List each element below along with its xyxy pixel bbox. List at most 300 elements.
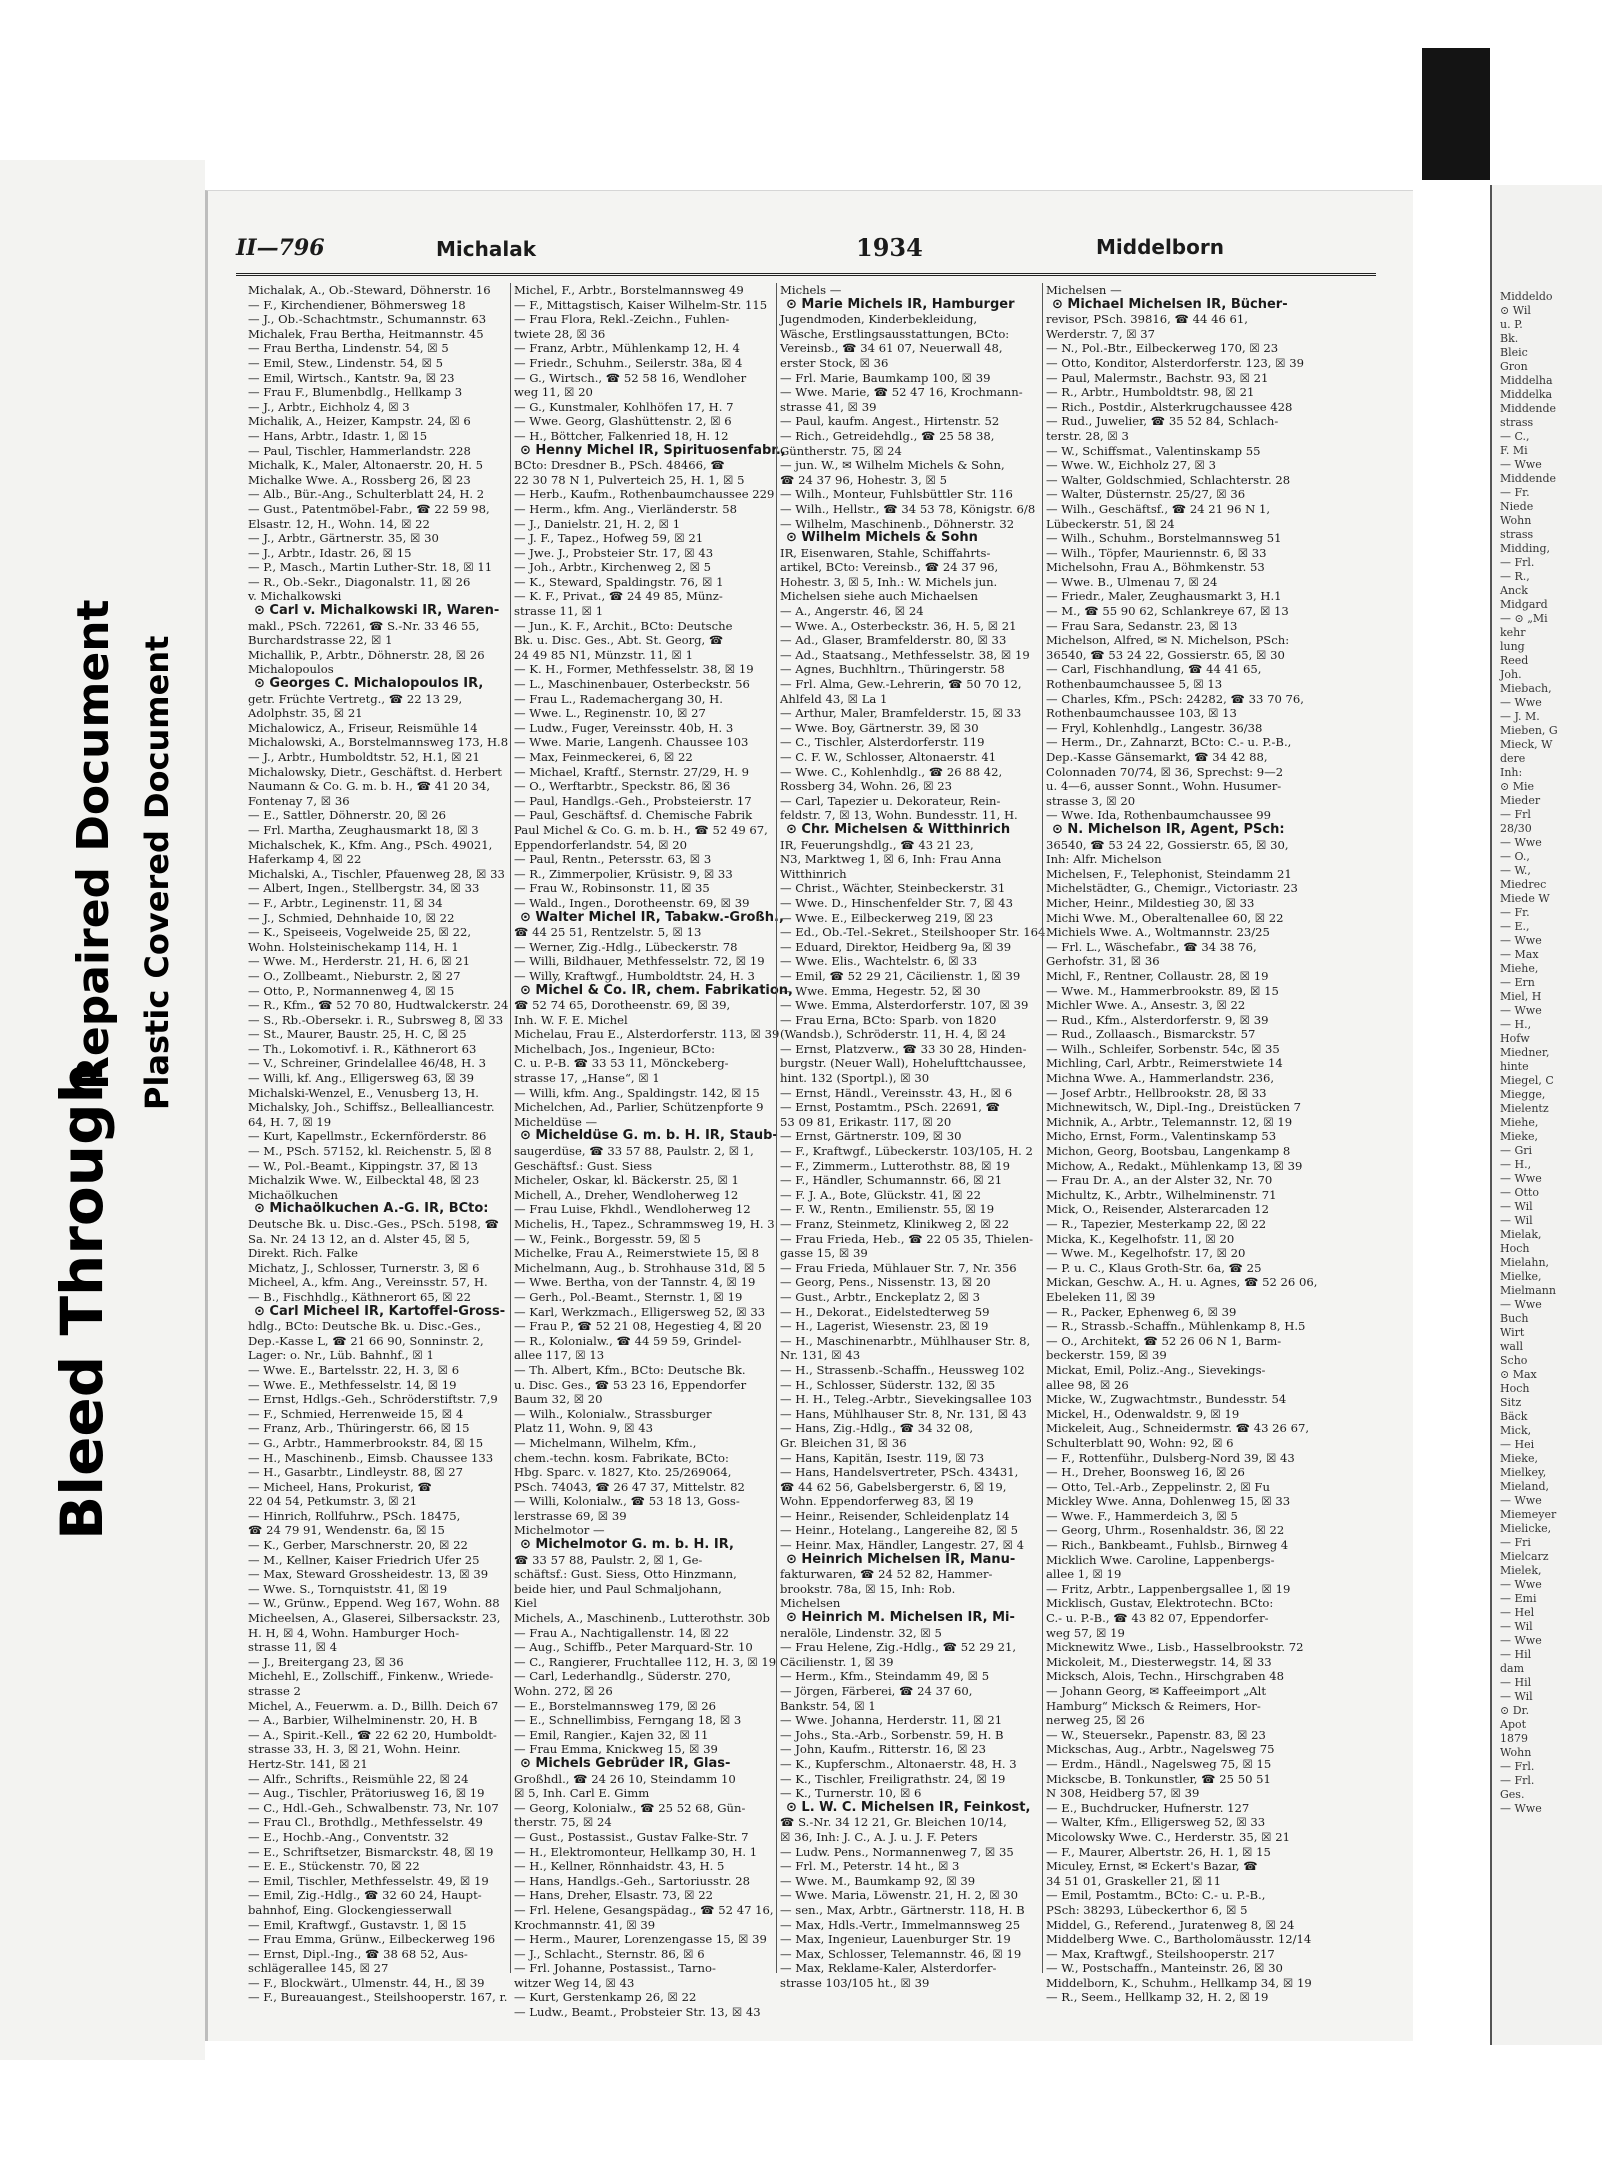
directory-entry: saugerdüse, ☎ 33 57 88, Paulstr. 2, ☒ 1,: [514, 1144, 754, 1159]
directory-entry: Michi Wwe. M., Oberaltenallee 60, ☒ 22: [1046, 910, 1284, 925]
firm-entry: ⊙ Michelmotor G. m. b. H. IR,: [520, 1537, 734, 1553]
fragment-line: Hofw: [1500, 1032, 1530, 1045]
directory-entry: — Frau Dr. A., an der Alster 32, Nr. 70: [1046, 1173, 1273, 1188]
directory-entry: — Franz, Arbtr., Mühlenkamp 12, H. 4: [514, 341, 740, 356]
directory-entry: getr. Früchte Vertretg., ☎ 22 13 29,: [248, 691, 463, 706]
adjacent-page-fragment: [1490, 185, 1602, 2045]
directory-entry: Micklisch, Gustav, Elektrotechn. BCto:: [1046, 1596, 1274, 1611]
column-1: [248, 283, 509, 2005]
fragment-line: — C.,: [1500, 430, 1530, 443]
directory-entry: Micheelsen, A., Glaserei, Silbersackstr. 23,: [248, 1611, 501, 1626]
directory-entry: — F., Rottenführ., Dulsberg-Nord 39, ☒ 43: [1046, 1450, 1295, 1465]
directory-entry: ☎ 24 79 91, Wendenstr. 6a, ☒ 15: [248, 1523, 445, 1538]
directory-entry: Michehl, E., Zollschiff., Finkenw., Wriede-: [248, 1669, 494, 1684]
directory-entry: Mickschas, Aug., Arbtr., Nagelsweg 75: [1046, 1742, 1275, 1757]
directory-entry: Werderstr. 7, ☒ 37: [1046, 326, 1156, 341]
fragment-line: strass: [1500, 528, 1534, 541]
fragment-line: Mieck, W: [1500, 738, 1553, 751]
directory-entry: — Max, Steward Grossheidestr. 13, ☒ 39: [248, 1567, 489, 1582]
fragment-line: — Frl: [1500, 808, 1531, 821]
directory-entry: — Franz, Steinmetz, Klinikweg 2, ☒ 22: [780, 1217, 1010, 1231]
directory-entry: — H., Maschinenb., Eimsb. Chaussee 133: [248, 1450, 494, 1465]
directory-entry: therstr. 75, ☒ 24: [514, 1815, 612, 1830]
fragment-line: Miede W: [1500, 892, 1550, 905]
fragment-line: Midding,: [1500, 542, 1551, 555]
fragment-line: Gron: [1500, 360, 1528, 373]
directory-entry: — B., Fischhdlg., Käthnerort 65, ☒ 22: [248, 1289, 471, 1304]
directory-entry: IR, Eisenwaren, Stahle, Schiffahrts-: [780, 545, 991, 560]
directory-entry: Michultz, K., Arbtr., Wilhelminenstr. 71: [1046, 1187, 1277, 1202]
directory-entry: — K. F., Privat., ☎ 24 49 85, Münz-: [514, 589, 723, 604]
directory-entry: — Frau L., Rademachergang 30, H.: [514, 691, 723, 706]
directory-entry: — Th., Lokomotivf. i. R., Käthnerort 63: [248, 1041, 477, 1056]
directory-entry: Michelau, Frau E., Alsterdorferstr. 113, ☒ 39: [514, 1027, 780, 1042]
directory-entry: Cäcilienstr. 1, ☒ 39: [780, 1654, 894, 1669]
directory-entry: — G., Kunstmaler, Kohlhöfen 17, H. 7: [514, 399, 734, 414]
fragment-line: Miehe,: [1500, 962, 1539, 975]
directory-entry: — J., Danielstr. 21, H. 2, ☒ 1: [514, 516, 681, 531]
fragment-line: Joh.: [1500, 668, 1522, 681]
directory-entry: — Wilh., Geschäftsf., ☎ 24 21 96 N 1,: [1046, 501, 1271, 516]
fragment-line: Midgard: [1500, 598, 1548, 611]
directory-entry: — Wilh., Töpfer, Mauriennstr. 6, ☒ 33: [1046, 545, 1267, 560]
directory-entry: Michon, Georg, Bootsbau, Langenkamp 8: [1046, 1144, 1291, 1159]
firm-entry: ⊙ N. Michelson IR, Agent, PSch:: [1052, 821, 1285, 837]
directory-entry: — Rud., Juwelier, ☎ 35 52 84, Schlach-: [1046, 414, 1279, 429]
fragment-line: Apot: [1500, 1718, 1527, 1731]
directory-entry: — Michael, Kraftf., Sternstr. 27/29, H. 9: [514, 764, 750, 779]
directory-entry: allee 98, ☒ 26: [1046, 1377, 1129, 1392]
directory-entry: PSch. 74043, ☎ 26 47 37, Mittelstr. 82: [514, 1479, 745, 1494]
directory-entry: — Alfr., Schrifts., Reismühle 22, ☒ 24: [248, 1771, 469, 1786]
directory-entry: Michelsen, F., Telephonist, Steindamm 21: [1046, 866, 1292, 881]
fragment-line: Mielcarz: [1500, 1550, 1549, 1563]
directory-entry: strasse 11, ☒ 4: [248, 1640, 338, 1655]
directory-entry: Michalik, A., Heizer, Kampstr. 24, ☒ 6: [248, 414, 471, 429]
directory-entry: — P., Masch., Martin Luther-Str. 18, ☒ 11: [248, 560, 493, 575]
directory-entry: — Wwe. Marie, Langenh. Chaussee 103: [514, 735, 749, 750]
directory-entry: — Paul, Malermstr., Bachstr. 93, ☒ 21: [1046, 370, 1269, 385]
fragment-line: — Wwe: [1500, 1802, 1542, 1815]
fragment-line: Bleic: [1500, 346, 1528, 359]
fragment-line: — Wwe: [1500, 1494, 1542, 1507]
directory-entry: Michalsky, Joh., Schiffsz., Bellealliancestr.: [248, 1100, 495, 1115]
fragment-line: Bk.: [1500, 332, 1519, 345]
directory-entry: — sen., Max, Arbtr., Gärtnerstr. 118, H. B: [780, 1902, 1025, 1917]
fragment-line: — H.,: [1500, 1158, 1532, 1171]
directory-entry: — Otto, Konditor, Alsterdorferstr. 123, ☒ 39: [1046, 355, 1304, 370]
fragment-line: — Wwe: [1500, 1172, 1542, 1185]
directory-entry: — jun. W., ✉ Wilhelm Michels & Sohn,: [780, 458, 1005, 473]
directory-entry: — Rud., Zollaasch., Bismarckstr. 57: [1046, 1027, 1256, 1042]
directory-entry: Mickley Wwe. Anna, Dohlenweg 15, ☒ 33: [1046, 1494, 1291, 1509]
directory-entry: 22 30 78 N 1, Pulverteich 25, H. 1, ☒ 5: [514, 472, 745, 487]
fragment-line: Inh:: [1500, 766, 1523, 779]
directory-entry: Wohn. 272, ☒ 26: [514, 1684, 613, 1698]
directory-entry: — Wwe. E., Eilbeckerweg 219, ☒ 23: [780, 910, 994, 925]
directory-entry: bahnhof, Eing. Glockengiesserwall: [248, 1902, 452, 1917]
directory-entry: — Alb., Bür.-Ang., Schulterblatt 24, H. 2: [248, 487, 485, 502]
directory-entry: 36540, ☎ 53 24 22, Gossierstr. 65, ☒ 30,: [1046, 837, 1289, 852]
directory-entry: brookstr. 78a, ☒ 15, Inh: Rob.: [780, 1581, 956, 1596]
directory-entry: — W., Steuersekr., Papenstr. 83, ☒ 23: [1046, 1727, 1266, 1742]
directory-entry: — Frau P., ☎ 52 21 08, Hegestieg 4, ☒ 20: [514, 1319, 762, 1334]
directory-entry: — Wwe. Maria, Löwenstr. 21, H. 2, ☒ 30: [780, 1888, 1019, 1903]
directory-entry: Witthinrich: [780, 866, 847, 881]
directory-entry: — Wwe. Ida, Rothenbaumchaussee 99: [1046, 808, 1271, 823]
directory-entry: Rothenbaumchaussee 5, ☒ 13: [1046, 677, 1223, 692]
directory-entry: — V., Schreiner, Grindelallee 46/48, H. 3: [248, 1056, 487, 1071]
directory-entry: — Johs., Sta.-Arb., Sorbenstr. 59, H. B: [780, 1727, 1004, 1742]
fragment-line: — Wwe: [1500, 458, 1542, 471]
directory-entry: Michaölkuchen: [248, 1187, 338, 1202]
directory-entry: Michalschek, K., Kfm. Ang., PSch. 49021,: [248, 837, 493, 852]
fragment-line: — Max: [1500, 948, 1539, 961]
directory-entry: — Werner, Zig.-Hdlg., Lübeckerstr. 78: [514, 939, 738, 954]
directory-entry: — Willi, kf. Ang., Elligersweg 63, ☒ 39: [248, 1071, 474, 1086]
directory-entry: Michalk, K., Maler, Altonaerstr. 20, H. 5: [248, 458, 483, 473]
directory-entry: strasse 3, ☒ 20: [1046, 793, 1136, 808]
directory-entry: Michl, F., Rentner, Collaustr. 28, ☒ 19: [1046, 968, 1269, 983]
fragment-line: — Gri: [1500, 1144, 1533, 1157]
directory-entry: — E., Borstelmannsweg 179, ☒ 26: [514, 1698, 717, 1713]
fragment-line: Mieke,: [1500, 1130, 1538, 1143]
directory-entry: — Carl, Lederhandlg., Süderstr. 270,: [514, 1669, 731, 1684]
bleed-through-label: Bleed Through: [48, 1062, 116, 1540]
directory-entry: ☎ 44 62 56, Gabelsbergerstr. 6, ☒ 19,: [780, 1479, 1007, 1494]
directory-entry: Rothenbaumchaussee 103, ☒ 13: [1046, 706, 1237, 721]
fragment-line: Miel, H: [1500, 990, 1542, 1003]
directory-entry: revisor, PSch. 39816, ☎ 44 46 61,: [1046, 312, 1248, 327]
fragment-line: — Wwe: [1500, 934, 1542, 947]
directory-entry: Michels —: [780, 283, 842, 297]
directory-entry: Michelsen: [780, 1596, 841, 1611]
directory-entry: — Gust., Postassist., Gustav Falke-Str. 7: [514, 1829, 749, 1844]
directory-entry: Ebeleken 11, ☒ 39: [1046, 1289, 1156, 1304]
directory-entry: Michiels Wwe. A., Woltmannstr. 23/25: [1046, 925, 1270, 940]
directory-entry: — R., Packer, Ephenweg 6, ☒ 39: [1046, 1304, 1237, 1319]
directory-entry: — M., Kellner, Kaiser Friedrich Ufer 25: [248, 1552, 480, 1567]
directory-entry: — Kurt, Gerstenkamp 26, ☒ 22: [514, 1990, 697, 2005]
directory-entry: — Frau Erna, BCto: Sparb. von 1820: [780, 1012, 997, 1027]
directory-entry: — Wilh., Monteur, Fuhlsbüttler Str. 116: [780, 487, 1013, 502]
directory-entry: 24 49 85 N1, Münzstr. 11, ☒ 1: [514, 647, 693, 662]
directory-entry: Middelberg Wwe. C., Bartholomäusstr. 12/14: [1046, 1932, 1312, 1947]
directory-entry: Michalski-Wenzel, E., Venusberg 13, H.: [248, 1085, 479, 1100]
fragment-line: ⊙ Max: [1500, 1368, 1537, 1381]
fragment-line: — Wil: [1500, 1620, 1533, 1633]
directory-entry: — R., Arbtr., Humboldtstr. 98, ☒ 21: [1046, 385, 1255, 400]
fragment-line: — Wwe: [1500, 1298, 1542, 1311]
fragment-line: Mieder: [1500, 794, 1541, 807]
directory-entry: — Hans, Handelsvertreter, PSch. 43431,: [780, 1465, 1019, 1480]
directory-entry: — Max, Kraftwgf., Steilshooperstr. 217: [1046, 1946, 1275, 1961]
directory-entry: — Wwe. W., Eichholz 27, ☒ 3: [1046, 458, 1216, 473]
directory-entry: Eppendorferlandstr. 54, ☒ 20: [514, 837, 687, 852]
directory-entry: — M., ☎ 55 90 62, Schlankreye 67, ☒ 13: [1046, 604, 1289, 619]
fragment-line: Middelha: [1500, 374, 1553, 387]
directory-entry: erster Stock, ☒ 36: [780, 355, 889, 370]
directory-entry: nerweg 25, ☒ 26: [1046, 1713, 1145, 1728]
directory-entry: — W., Schiffsmat., Valentinskamp 55: [1046, 443, 1261, 458]
fragment-line: — Otto: [1500, 1186, 1539, 1199]
directory-entry: — Jun., K. F., Archit., BCto: Deutsche: [514, 618, 733, 633]
directory-entry: weg 11, ☒ 20: [514, 385, 593, 400]
directory-entry: — Wwe. M., Hammerbrookstr. 89, ☒ 15: [1046, 983, 1279, 998]
firm-entry: ⊙ Heinrich Michelsen IR, Manu-: [786, 1551, 1016, 1567]
directory-entry: — Michelmann, Wilhelm, Kfm.,: [514, 1435, 697, 1450]
directory-entry: strasse 41, ☒ 39: [780, 399, 877, 414]
directory-entry: gasse 15, ☒ 39: [780, 1246, 868, 1261]
directory-entry: Michelsen siehe auch Michaelsen: [780, 589, 978, 604]
directory-entry: — L., Maschinenbauer, Osterbeckstr. 56: [514, 677, 750, 692]
fragment-line: dere: [1500, 752, 1526, 765]
directory-entry: — Frl. M., Peterstr. 14 ht., ☒ 3: [780, 1859, 960, 1874]
directory-entry: Michelbach, Jos., Ingenieur, BCto:: [514, 1041, 716, 1056]
fragment-line: — Hil: [1500, 1676, 1532, 1689]
directory-entry: — O., Werftarbtr., Speckstr. 86, ☒ 36: [514, 779, 731, 794]
directory-entry: — Erdm., Händl., Nagelsweg 75, ☒ 15: [1046, 1756, 1272, 1771]
page-number: II—796: [236, 235, 325, 261]
directory-entry: Michelchen, Ad., Parlier, Schützenpforte 9: [514, 1100, 764, 1115]
fragment-line: Miedner,: [1500, 1046, 1550, 1059]
directory-entry: — Th. Albert, Kfm., BCto: Deutsche Bk.: [514, 1362, 746, 1377]
directory-entry: — Ernst, Hdlgs.-Geh., Schröderstiftstr. 7,9: [248, 1392, 498, 1407]
directory-entry: — C., Tischler, Alsterdorferstr. 119: [780, 735, 985, 750]
directory-entry: — E., Buchdrucker, Hufnerstr. 127: [1046, 1800, 1250, 1815]
fragment-line: Mielahn,: [1500, 1256, 1550, 1269]
directory-entry: (Wandsb.), Schröderstr. 11, H. 4, ☒ 24: [780, 1027, 1006, 1042]
adjacent-page-column: [1500, 290, 1600, 2030]
directory-entry: — E., Schriftsetzer, Bismarckstr. 48, ☒ 19: [248, 1844, 494, 1859]
firm-entry: ⊙ Carl v. Michalkowski IR, Waren-: [254, 603, 500, 619]
directory-entry: Deutsche Bk. u. Disc.-Ges., PSch. 5198, ☎: [248, 1217, 500, 1231]
directory-entry: — R., Kfm., ☎ 52 70 80, Hudtwalckerstr. 24: [248, 998, 509, 1013]
directory-entry: — Wwe. F., Hammerdeich 3, ☒ 5: [1046, 1508, 1238, 1523]
directory-entry: lerstrasse 69, ☒ 39: [514, 1508, 627, 1523]
fragment-line: — J. M.: [1500, 710, 1540, 723]
directory-entry: Vereinsb., ☎ 34 61 07, Neuerwall 48,: [780, 341, 1003, 356]
fragment-line: Mieben, G: [1500, 724, 1558, 737]
firm-entry: ⊙ Henny Michel IR, Spirituosenfabr.,: [520, 442, 786, 458]
header-left-keyword: Michalak: [436, 237, 536, 261]
column-divider: [776, 283, 777, 1973]
directory-entry: — Wwe. Georg, Glashüttenstr. 2, ☒ 6: [514, 414, 732, 429]
directory-entry: — Willi, Bildhauer, Methfesselstr. 72, ☒ 19: [514, 954, 765, 969]
directory-entry: — Frau Bertha, Lindenstr. 54, ☒ 5: [248, 341, 449, 356]
directory-entry: Güntherstr. 75, ☒ 24: [780, 443, 902, 458]
directory-entry: — Friedr., Maler, Zeughausmarkt 3, H.1: [1046, 589, 1282, 604]
fragment-line: Mieke,: [1500, 1452, 1538, 1465]
directory-entry: — F., Kirchendiener, Böhmersweg 18: [248, 297, 466, 312]
directory-entry: Michels, A., Maschinenb., Lutterothstr. 30b: [514, 1611, 770, 1626]
directory-entry: beide hier, und Paul Schmaljohann,: [514, 1581, 722, 1596]
directory-entry: — Charles, Kfm., PSch: 24282, ☎ 33 70 76,: [1046, 691, 1304, 706]
directory-entry: — Heinr., Reisender, Schleidenplatz 14: [780, 1508, 1010, 1523]
directory-entry: — Willi, Kolonialw., ☎ 53 18 13, Goss-: [514, 1494, 740, 1509]
directory-entry: strasse 11, ☒ 1: [514, 604, 604, 619]
directory-entry: u. 4—6, ausser Sonnt., Wohn. Husumer-: [1046, 779, 1282, 794]
directory-entry: — Wwe. E., Bartelsstr. 22, H. 3, ☒ 6: [248, 1362, 460, 1377]
directory-entry: Gr. Bleichen 31, ☒ 36: [780, 1435, 907, 1450]
fragment-line: Reed: [1500, 654, 1529, 667]
directory-entry: — Max, Reklame-Kaler, Alsterdorfer-: [780, 1961, 997, 1976]
directory-entry: chem.-techn. kosm. Fabrikate, BCto:: [514, 1450, 729, 1465]
directory-entry: — J., Arbtr., Eichholz 4, ☒ 3: [248, 399, 410, 414]
directory-entry: artikel, BCto: Vereinsb., ☎ 24 37 96,: [780, 560, 999, 575]
directory-entry: — Wwe. E., Methfesselstr. 14, ☒ 19: [248, 1377, 457, 1392]
directory-entry: — Josef Arbtr., Hellbrookstr. 28, ☒ 33: [1046, 1085, 1267, 1100]
fragment-line: — Frl.: [1500, 556, 1535, 569]
directory-entry: — J., Schmied, Dehnhaide 10, ☒ 22: [248, 910, 455, 925]
directory-page: [205, 190, 1413, 2041]
directory-entry: — Frau Cl., Brothdlg., Methfesselstr. 49: [248, 1815, 483, 1830]
directory-entry: Mickscbe, B. Tonkunstler, ☎ 25 50 51: [1046, 1771, 1271, 1786]
fragment-line: Miegge,: [1500, 1088, 1546, 1101]
fragment-line: — Frl.: [1500, 1760, 1535, 1773]
directory-entry: u. Disc. Ges., ☎ 53 23 16, Eppendorfer: [514, 1377, 747, 1392]
directory-entry: witzer Weg 14, ☒ 43: [514, 1975, 635, 1990]
directory-entry: Sa. Nr. 24 13 12, an d. Alster 45, ☒ 5,: [248, 1231, 470, 1246]
directory-entry: neralöle, Lindenstr. 32, ☒ 5: [780, 1625, 942, 1640]
directory-entry: — Wwe. M., Herderstr. 21, H. 6, ☒ 21: [248, 954, 471, 969]
directory-entry: — Fryl, Kohlenhdlg., Langestr. 36/38: [1046, 720, 1263, 735]
directory-entry: — Hans, Kapitän, Isestr. 119, ☒ 73: [780, 1450, 985, 1465]
firm-entry: ⊙ Walter Michel IR, Tabakw.-Großh.,: [520, 909, 784, 925]
directory-entry: — Wwe. Emma, Hegestr. 52, ☒ 30: [780, 983, 981, 998]
directory-entry: — K., Steward, Spaldingstr. 76, ☒ 1: [514, 574, 724, 589]
fragment-line: — Wil: [1500, 1214, 1533, 1227]
firm-entry: ⊙ L. W. C. Michelsen IR, Feinkost,: [786, 1799, 1031, 1815]
directory-entry: — R., Ob.-Sekr., Diagonalstr. 11, ☒ 26: [248, 574, 471, 589]
fragment-line: lung: [1500, 640, 1525, 653]
directory-entry: Michel, A., Feuerwm. a. D., Billh. Deich 67: [248, 1698, 499, 1713]
directory-entry: Michalowsky, Dietr., Geschäftst. d. Herbert: [248, 764, 502, 779]
fragment-line: Miemeyer: [1500, 1508, 1557, 1521]
fragment-line: Middeldo: [1500, 290, 1553, 303]
directory-entry: Krochmannstr. 41, ☒ 39: [514, 1917, 656, 1932]
directory-entry: — Aug., Tischler, Prätoriusweg 16, ☒ 19: [248, 1786, 485, 1801]
directory-entry: — Wwe. D., Hinschenfelder Str. 7, ☒ 43: [780, 895, 1014, 910]
directory-entry: Dep.-Kasse Gänsemarkt, ☎ 34 42 88,: [1046, 750, 1268, 764]
directory-entry: Lübeckerstr. 51, ☒ 24: [1046, 516, 1175, 531]
directory-entry: — Wilh., Schuhm., Borstelmannsweg 51: [1046, 531, 1282, 546]
directory-entry: Hamburg“ Micksch & Reimers, Hor-: [1046, 1698, 1261, 1713]
directory-entry: — E., Hochb.-Ang., Conventstr. 32: [248, 1829, 450, 1844]
directory-entry: ☎ 24 37 96, Hohestr. 3, ☒ 5: [780, 472, 947, 487]
column-3: [780, 283, 1046, 1990]
column-4: [1046, 283, 1318, 2005]
directory-entry: — J., Arbtr., Humboldtstr. 52, H.1, ☒ 21: [248, 750, 480, 764]
directory-entry: — Georg, Pens., Nissenstr. 13, ☒ 20: [780, 1275, 991, 1290]
directory-entry: — Frau Frieda, Heb., ☎ 22 05 35, Thielen-: [780, 1231, 1034, 1246]
directory-entry: — Emil, Stew., Lindenstr. 54, ☒ 5: [248, 355, 444, 370]
directory-entry: — Willy, Kraftwgf., Humboldtstr. 24, H. 3: [514, 968, 755, 983]
fragment-line: Middelka: [1500, 388, 1553, 401]
directory-entry: — Frau F., Blumenbdlg., Hellkamp 3: [248, 385, 463, 400]
fragment-line: 1879: [1500, 1732, 1528, 1745]
directory-entry: Micher, Heinr., Mildestieg 30, ☒ 33: [1046, 895, 1255, 910]
directory-entry: — Walter, Kfm., Elligersweg 52, ☒ 33: [1046, 1815, 1266, 1830]
directory-entry: Elsastr. 12, H., Wohn. 14, ☒ 22: [248, 516, 430, 531]
firm-entry: ⊙ Michels Gebrüder IR, Glas-: [520, 1755, 731, 1771]
directory-entry: — Hans, Arbtr., Idastr. 1, ☒ 15: [248, 428, 428, 443]
directory-entry: — E., Sattler, Döhnerstr. 20, ☒ 26: [248, 808, 446, 823]
directory-entry: — Heinr., Hotelang., Langereihe 82, ☒ 5: [780, 1523, 1018, 1538]
directory-entry: — Agnes, Buchhltrn., Thüringerstr. 58: [780, 662, 1005, 677]
firm-entry: ⊙ Michaölkuchen A.-G. IR, BCto:: [254, 1201, 489, 1217]
directory-entry: — Walter, Düsternstr. 25/27, ☒ 36: [1046, 487, 1246, 502]
directory-entry: — G., Arbtr., Hammerbrookstr. 84, ☒ 15: [248, 1435, 484, 1450]
directory-entry: — F. W., Rentn., Emilienstr. 55, ☒ 19: [780, 1202, 995, 1217]
bottom-margin: [0, 2060, 1600, 2177]
directory-entry: — Frl. Alma, Gew.-Lehrerin, ☎ 50 70 12,: [780, 677, 1022, 692]
directory-entry: — H., Dreher, Boonsweg 16, ☒ 26: [1046, 1465, 1245, 1480]
directory-entry: — H., Strassenb.-Schaffn., Heussweg 102: [780, 1362, 1025, 1377]
fragment-line: — Frl.: [1500, 1774, 1535, 1787]
directory-entry: Michalopoulos: [248, 662, 334, 677]
directory-entry: — A., Angerstr. 46, ☒ 24: [780, 604, 924, 619]
directory-entry: — J., Schlacht., Sternstr. 86, ☒ 6: [514, 1946, 705, 1961]
directory-entry: — Wwe. S., Tornquiststr. 41, ☒ 19: [248, 1581, 448, 1596]
column-divider: [510, 283, 511, 1973]
fragment-line: — Wwe: [1500, 1634, 1542, 1647]
fragment-line: — E.,: [1500, 920, 1530, 933]
directory-entry: Mickel, H., Odenwaldstr. 9, ☒ 19: [1046, 1406, 1240, 1421]
fragment-line: Middende: [1500, 472, 1557, 485]
directory-entry: Michalak, A., Ob.-Steward, Döhnerstr. 16: [248, 283, 491, 297]
directory-entry: — Emil, Rangier., Kajen 32, ☒ 11: [514, 1727, 709, 1742]
directory-entry: — Frau Luise, Fkhdl., Wendloherweg 12: [514, 1202, 751, 1217]
fragment-line: — Hil: [1500, 1648, 1532, 1661]
fragment-line: u. P.: [1500, 318, 1523, 331]
directory-entry: — Wwe. M., Kegelhofstr. 17, ☒ 20: [1046, 1246, 1246, 1261]
directory-entry: Inh. W. F. E. Michel: [514, 1012, 628, 1027]
directory-entry: C.- u. P.-B., ☎ 43 82 07, Eppendorfer-: [1046, 1611, 1269, 1626]
directory-entry: — A., Spirit.-Kell., ☎ 22 62 20, Humboldt-: [248, 1727, 497, 1742]
directory-entry: Michatz, J., Schlosser, Turnerstr. 3, ☒ 6: [248, 1260, 480, 1275]
directory-entry: — Emil, Wirtsch., Kantstr. 9a, ☒ 23: [248, 370, 455, 385]
directory-entry: Michelsen —: [1046, 283, 1122, 297]
directory-entry: — Gust., Patentmöbel-Fabr., ☎ 22 59 98,: [248, 501, 490, 516]
fragment-line: Mielke,: [1500, 1270, 1542, 1283]
directory-entry: — Ernst, Dipl.-Ing., ☎ 38 68 52, Aus-: [248, 1946, 468, 1961]
directory-entry: — Johann Georg, ✉ Kaffeeimport „Alt: [1046, 1684, 1267, 1698]
directory-entry: Rossberg 34, Wohn. 26, ☒ 23: [780, 779, 953, 794]
directory-entry: — Emil, Zig.-Hdlg., ☎ 32 60 24, Haupt-: [248, 1888, 482, 1903]
header-right-keyword: Middelborn: [1096, 235, 1224, 259]
directory-entry: burgstr. (Neuer Wall), Hohelufttchaussee,: [780, 1056, 1027, 1071]
directory-entry: — F., Kraftwgf., Lübeckerstr. 103/105, H. 2: [780, 1144, 1033, 1159]
fragment-line: Miedrec: [1500, 878, 1547, 891]
directory-entry: — C., Rangierer, Fruchtallee 112, H. 3, ☒ 19: [514, 1654, 777, 1669]
directory-entry: — Wilh., Hellstr., ☎ 34 53 78, Königstr. 6/8: [780, 501, 1036, 516]
fragment-line: — Hel: [1500, 1606, 1535, 1619]
directory-entry: — F., Arbtr., Leginenstr. 11, ☒ 34: [248, 895, 443, 910]
directory-entry: — Frau Emma, Grünw., Eilbeckerweg 196: [248, 1932, 496, 1947]
directory-entry: — H., Lagerist, Wiesenstr. 23, ☒ 19: [780, 1319, 989, 1334]
directory-entry: v. Michalkowski: [248, 589, 342, 604]
directory-entry: — Albert, Ingen., Stellbergstr. 34, ☒ 33: [248, 881, 480, 896]
directory-entry: — F., Blockwärt., Ulmenstr. 44, H., ☒ 39: [248, 1975, 485, 1990]
directory-entry: C. u. P.-B. ☎ 33 53 11, Mönckeberg-: [514, 1056, 729, 1071]
directory-entry: — K., Kupferschm., Altonaerstr. 48, H. 3: [780, 1756, 1017, 1771]
directory-entry: — Frau Helene, Zig.-Hdlg., ☎ 52 29 21,: [780, 1640, 1017, 1655]
directory-entry: — H., Gasarbtr., Lindleystr. 88, ☒ 27: [248, 1465, 464, 1480]
directory-entry: — J., Ob.-Schachtmstr., Schumannstr. 63: [248, 312, 487, 327]
directory-entry: allee 1, ☒ 19: [1046, 1567, 1122, 1582]
label-strip: [0, 160, 205, 2060]
